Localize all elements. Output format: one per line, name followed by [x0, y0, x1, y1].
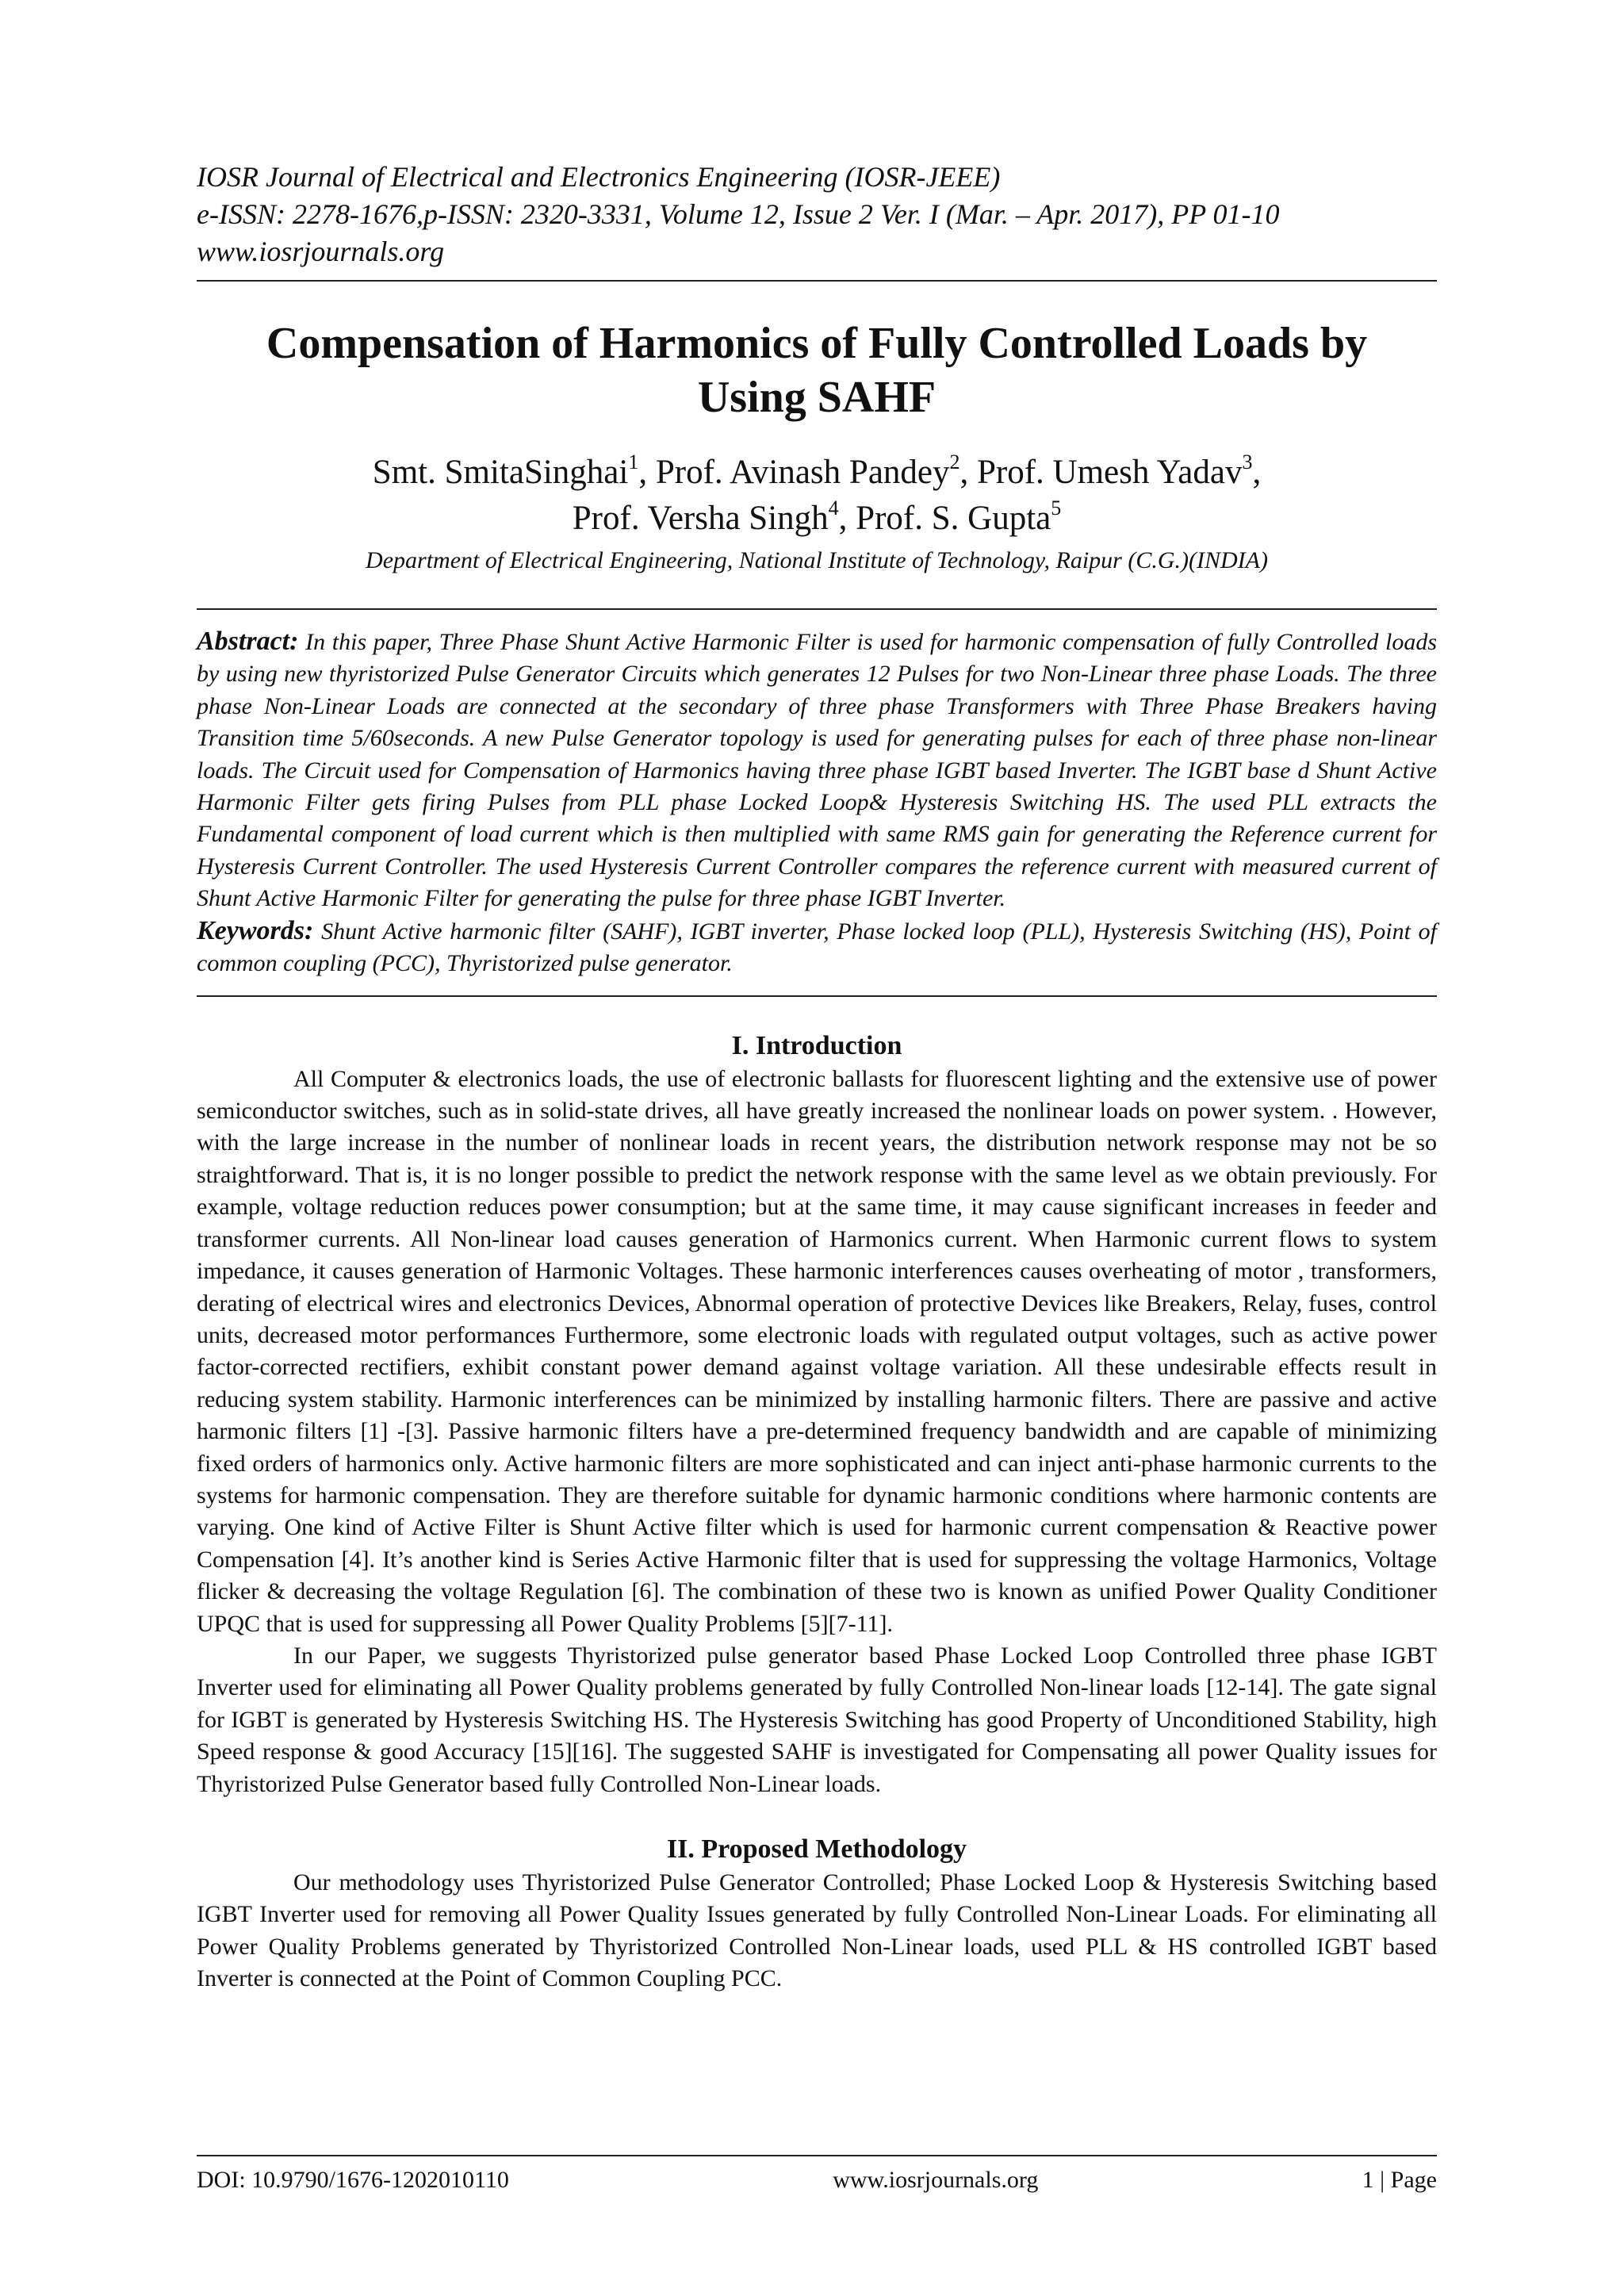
authors-line-2	[197, 496, 1437, 542]
journal-name: IOSR Journal of Electrical and Electronics Engineering (IOSR-JEEE)	[197, 161, 1001, 193]
page-content	[197, 159, 1437, 1995]
author-affil-mark: 3	[1242, 450, 1253, 473]
paragraph: Our methodology uses Thyristorized Pulse Generator Controlled; Phase Locked Loop & Hysteresis Switching based IGBT Inverter used for removing all Power Quality Issues generated by fully Controlled Non-Linear Loads. For eliminating all Power Quality Problems generated by Thyristorized Controlled Non-Linear loads, used PLL & HS controlled IGBT based Inverter is connected at the Point of Common Coupling PCC.	[197, 1869, 1437, 1992]
title-line-1: Compensation of Harmonics of Fully Controlled Loads by	[266, 319, 1368, 368]
keywords-text: Shunt Active harmonic filter (SAHF), IGBT inverter, Phase locked loop (PLL), Hysteresis Switching (HS), Point of common coupling (PCC), Thyristorized pulse generator.	[197, 918, 1438, 976]
footer-page-number: 1 | Page	[1362, 2167, 1437, 2193]
footer-row	[197, 2164, 1437, 2196]
author-name: Prof. Avinash Pandey	[655, 454, 950, 491]
header-divider	[197, 280, 1437, 282]
journal-website: www.iosrjournals.org	[197, 236, 445, 267]
section-heading: II. Proposed Methodology	[666, 1834, 967, 1864]
abstract-bottom-divider	[197, 995, 1437, 997]
author-separator: ,	[838, 500, 856, 537]
footer-divider	[197, 2155, 1437, 2156]
paragraph: In our Paper, we suggests Thyristorized pulse generator based Phase Locked Loop Controlled three phase IGBT Inverter used for eliminating all Power Quality problems generated by fully Controlled Non-linear loads [12-14]. The gate signal for IGBT is generated by Hysteresis Switching HS. The Hysteresis Switching has good Property of Unconditioned Stability, high Speed response & good Accuracy [15][16]. The suggested SAHF is investigated for Compensating all power Quality issues for Thyristorized Pulse Generator based fully Controlled Non-Linear loads.	[197, 1642, 1437, 1797]
abstract-block	[197, 608, 1437, 997]
title-line-2: Using SAHF	[697, 373, 936, 422]
author-affil-mark: 5	[1051, 496, 1062, 519]
author-separator: ,	[638, 454, 656, 491]
section-introduction	[197, 1029, 1437, 1800]
author-separator: ,	[959, 454, 977, 491]
paper-title	[197, 316, 1437, 424]
section-heading: I. Introduction	[731, 1030, 902, 1060]
authors-line-1	[197, 450, 1437, 496]
author-affil-mark: 4	[828, 496, 839, 519]
footer-website: www.iosrjournals.org	[833, 2167, 1039, 2193]
abstract	[197, 626, 1437, 915]
author-name: Smt. SmitaSinghai	[372, 454, 629, 491]
abstract-label: Abstract:	[197, 627, 299, 656]
author-name: Prof. Umesh Yadav	[977, 454, 1243, 491]
page-footer	[197, 2155, 1437, 2196]
author-name: Prof. Versha Singh	[572, 500, 829, 537]
author-list	[197, 450, 1437, 542]
abstract-text: In this paper, Three Phase Shunt Active Harmonic Filter is used for harmonic compensation of fully Controlled loads by using new thyristorized Pulse Generator Circuits which generates 12 Pulses for two Non-Linear three phase Loads. The three phase Non-Linear Loads are connected at the secondary of three phase Transformers with Three Phase Breakers having Transition time 5/60seconds. A new Pulse Generator topology is used for generating pulses for each of three phase non-linear loads. The Circuit used for Compensation of Harmonics having three phase IGBT based Inverter. The IGBT base d Shunt Active Harmonic Filter gets firing Pulses from PLL phase Locked Loop& Hysteresis Switching HS. The used PLL extracts the Fundamental component of load current which is then multiplied with same RMS gain for generating the Reference current for Hysteresis Current Controller. The used Hysteresis Current Controller compares the reference current with measured current of Shunt Active Harmonic Filter for generating the pulse for three phase IGBT Inverter.	[197, 629, 1437, 912]
abstract-top-divider	[197, 608, 1437, 610]
author-name: Prof. S. Gupta	[856, 500, 1051, 537]
issn-line: e-ISSN: 2278-1676,p-ISSN: 2320-3331, Volume 12, Issue 2 Ver. I (Mar. – Apr. 2017), PP 01-10	[197, 198, 1280, 230]
footer-doi: DOI: 10.9790/1676-1202010110	[197, 2167, 509, 2193]
author-affil-mark: 2	[949, 450, 960, 473]
section-proposed-methodology	[197, 1832, 1437, 1995]
author-separator: ,	[1252, 454, 1262, 491]
journal-header	[197, 159, 1437, 282]
author-affil-mark: 1	[628, 450, 639, 473]
keywords-label: Keywords:	[197, 915, 314, 945]
keywords	[197, 915, 1437, 979]
paragraph: All Computer & electronics loads, the use of electronic ballasts for fluorescent lighting and the extensive use of power semiconductor switches, such as in solid-state drives, all have greatly increased the nonlinear loads on power system. . However, with the large increase in the number of nonlinear loads in recent years, the distribution network response may not be so straightforward. That is, it is no longer possible to predict the network response with the same level as we obtain previously. For example, voltage reduction reduces power consumption; but at the same time, it may cause significant increases in feeder and transformer currents. All Non-linear load causes generation of Harmonics current. When Harmonic current flows to system impedance, it causes generation of Harmonic Voltages. These harmonic interferences causes overheating of motor , transformers, derating of electrical wires and electronics Devices, Abnormal operation of protective Devices like Breakers, Relay, fuses, control units, decreased motor performances Furthermore, some electronic loads with regulated output voltages, such as active power factor-corrected rectifiers, exhibit constant power demand against voltage variation. All these undesirable effects result in reducing system stability. Harmonic interferences can be minimized by installing harmonic filters. There are passive and active harmonic filters [1] -[3]. Passive harmonic filters have a pre-determined frequency bandwidth and are capable of minimizing fixed orders of harmonics only. Active harmonic filters are more sophisticated and can inject anti-phase harmonic currents to the systems for harmonic compensation. They are therefore suitable for dynamic harmonic conditions where harmonic contents are varying. One kind of Active Filter is Shunt Active filter which is used for harmonic current compensation & Reactive power Compensation [4]. It’s another kind is Series Active Harmonic filter that is used for suppressing the voltage Harmonics, Voltage flicker & decreasing the voltage Regulation [6]. The combination of these two is known as unified Power Quality Conditioner UPQC that is used for suppressing all Power Quality Problems [5][7-11].	[197, 1065, 1437, 1637]
affiliation: Department of Electrical Engineering, National Institute of Technology, Raipur (C.G.)(INDIA)	[366, 547, 1268, 573]
